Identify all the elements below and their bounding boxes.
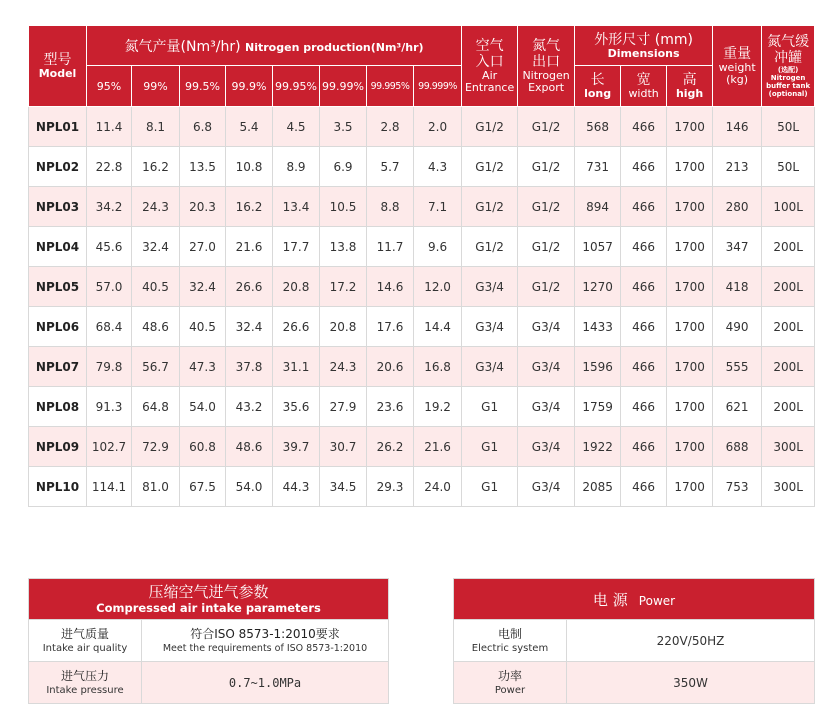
production-cell: 4.5 [273, 107, 320, 147]
nitrogen-export-header: 氮气出口 Nitrogen Export [518, 26, 575, 107]
production-cell: 13.4 [273, 187, 320, 227]
production-cell: 24.0 [414, 467, 462, 507]
long-cell: 568 [575, 107, 621, 147]
production-cell: 48.6 [132, 307, 180, 347]
weight-cell: 555 [713, 347, 762, 387]
weight-cell: 146 [713, 107, 762, 147]
production-cell: 23.6 [367, 387, 414, 427]
weight-cell: 347 [713, 227, 762, 267]
production-cell: 20.8 [320, 307, 367, 347]
high-cell: 1700 [667, 147, 713, 187]
tank-cell: 100L [762, 187, 815, 227]
long-cell: 1759 [575, 387, 621, 427]
high-cell: 1700 [667, 467, 713, 507]
tank-cell: 300L [762, 467, 815, 507]
width-cell: 466 [621, 227, 667, 267]
production-cell: 54.0 [226, 467, 273, 507]
air-entrance-cell: G1 [462, 427, 518, 467]
tank-cell: 300L [762, 427, 815, 467]
high-cell: 1700 [667, 267, 713, 307]
production-cell: 14.6 [367, 267, 414, 307]
production-cell: 68.4 [87, 307, 132, 347]
nitrogen-export-cell: G1/2 [518, 187, 575, 227]
production-cell: 6.9 [320, 147, 367, 187]
spec-table [28, 25, 815, 507]
nitrogen-export-cell: G3/4 [518, 427, 575, 467]
production-cell: 72.9 [132, 427, 180, 467]
production-cell: 37.8 [226, 347, 273, 387]
production-cell: 81.0 [132, 467, 180, 507]
tank-cell: 200L [762, 347, 815, 387]
purity-99-9: 99.9% [226, 66, 273, 107]
long-cell: 1596 [575, 347, 621, 387]
production-cell: 14.4 [414, 307, 462, 347]
model-cell: NPL03 [29, 187, 87, 227]
weight-header: 重量 weight (kg) [713, 26, 762, 107]
air-entrance-cell: G3/4 [462, 307, 518, 347]
nitrogen-export-cell: G1/2 [518, 107, 575, 147]
production-cell: 27.0 [180, 227, 226, 267]
purity-99-99: 99.99% [320, 66, 367, 107]
long-header: 长 long [575, 66, 621, 107]
production-cell: 4.3 [414, 147, 462, 187]
width-header: 宽 width [621, 66, 667, 107]
production-cell: 40.5 [180, 307, 226, 347]
power-title: 电 源 Power [454, 579, 815, 620]
long-cell: 731 [575, 147, 621, 187]
table-row [29, 147, 815, 187]
electric-system-label: 电制 Electric system [454, 620, 567, 662]
production-cell: 21.6 [226, 227, 273, 267]
production-cell: 5.4 [226, 107, 273, 147]
purity-95: 95% [87, 66, 132, 107]
intake-quality-value: 符合ISO 8573-1:2010要求 Meet the requirements of ISO 8573-1:2010 [142, 620, 389, 662]
table-row [29, 227, 815, 267]
production-cell: 16.2 [226, 187, 273, 227]
production-cell: 7.1 [414, 187, 462, 227]
production-cell: 17.6 [367, 307, 414, 347]
production-cell: 102.7 [87, 427, 132, 467]
production-cell: 11.4 [87, 107, 132, 147]
table-row [29, 347, 815, 387]
production-cell: 3.5 [320, 107, 367, 147]
production-cell: 11.7 [367, 227, 414, 267]
production-cell: 24.3 [320, 347, 367, 387]
high-cell: 1700 [667, 187, 713, 227]
air-entrance-cell: G3/4 [462, 267, 518, 307]
production-cell: 44.3 [273, 467, 320, 507]
model-cell: NPL06 [29, 307, 87, 347]
table-row [29, 107, 815, 147]
weight-cell: 418 [713, 267, 762, 307]
production-cell: 56.7 [132, 347, 180, 387]
tank-cell: 50L [762, 107, 815, 147]
production-cell: 26.6 [273, 307, 320, 347]
production-cell: 16.2 [132, 147, 180, 187]
production-cell: 2.0 [414, 107, 462, 147]
production-cell: 45.6 [87, 227, 132, 267]
production-cell: 60.8 [180, 427, 226, 467]
production-cell: 30.7 [320, 427, 367, 467]
weight-cell: 490 [713, 307, 762, 347]
high-cell: 1700 [667, 307, 713, 347]
width-cell: 466 [621, 387, 667, 427]
intake-pressure-label: 进气压力 Intake pressure [29, 662, 142, 704]
production-cell: 31.1 [273, 347, 320, 387]
weight-cell: 688 [713, 427, 762, 467]
air-entrance-cell: G1/2 [462, 227, 518, 267]
intake-quality-label: 进气质量 Intake air quality [29, 620, 142, 662]
production-cell: 64.8 [132, 387, 180, 427]
production-cell: 20.3 [180, 187, 226, 227]
production-cell: 8.8 [367, 187, 414, 227]
production-cell: 22.8 [87, 147, 132, 187]
production-cell: 79.8 [87, 347, 132, 387]
table-row [29, 467, 815, 507]
long-cell: 1057 [575, 227, 621, 267]
production-cell: 32.4 [132, 227, 180, 267]
purity-99-995: 99.995% [367, 66, 414, 107]
high-header: 高 high [667, 66, 713, 107]
high-cell: 1700 [667, 107, 713, 147]
production-cell: 13.8 [320, 227, 367, 267]
weight-cell: 621 [713, 387, 762, 427]
nitrogen-export-cell: G3/4 [518, 467, 575, 507]
production-cell: 8.9 [273, 147, 320, 187]
production-cell: 48.6 [226, 427, 273, 467]
air-entrance-cell: G1/2 [462, 187, 518, 227]
width-cell: 466 [621, 467, 667, 507]
width-cell: 466 [621, 347, 667, 387]
tank-cell: 50L [762, 147, 815, 187]
purity-99-999: 99.999% [414, 66, 462, 107]
electric-system-value: 220V/50HZ [567, 620, 815, 662]
production-cell: 21.6 [414, 427, 462, 467]
long-cell: 1433 [575, 307, 621, 347]
model-cell: NPL04 [29, 227, 87, 267]
production-cell: 43.2 [226, 387, 273, 427]
production-cell: 8.1 [132, 107, 180, 147]
weight-cell: 280 [713, 187, 762, 227]
model-cell: NPL09 [29, 427, 87, 467]
high-cell: 1700 [667, 387, 713, 427]
production-cell: 32.4 [180, 267, 226, 307]
production-cell: 10.8 [226, 147, 273, 187]
air-intake-table [28, 578, 389, 704]
width-cell: 466 [621, 267, 667, 307]
model-cell: NPL02 [29, 147, 87, 187]
long-cell: 894 [575, 187, 621, 227]
production-cell: 10.5 [320, 187, 367, 227]
tank-cell: 200L [762, 307, 815, 347]
width-cell: 466 [621, 427, 667, 467]
width-cell: 466 [621, 107, 667, 147]
width-cell: 466 [621, 307, 667, 347]
model-cell: NPL07 [29, 347, 87, 387]
nitrogen-export-cell: G1/2 [518, 227, 575, 267]
tank-cell: 200L [762, 267, 815, 307]
production-cell: 26.6 [226, 267, 273, 307]
intake-pressure-value: 0.7~1.0MPa [142, 662, 389, 704]
tank-cell: 200L [762, 227, 815, 267]
air-entrance-cell: G1 [462, 387, 518, 427]
table-row [29, 427, 815, 467]
nitrogen-export-cell: G3/4 [518, 347, 575, 387]
long-cell: 1270 [575, 267, 621, 307]
model-cell: NPL10 [29, 467, 87, 507]
model-header: 型号 Model [29, 26, 87, 107]
production-cell: 20.6 [367, 347, 414, 387]
high-cell: 1700 [667, 347, 713, 387]
nitrogen-export-cell: G1/2 [518, 267, 575, 307]
weight-cell: 753 [713, 467, 762, 507]
table-row [29, 187, 815, 227]
production-cell: 6.8 [180, 107, 226, 147]
weight-cell: 213 [713, 147, 762, 187]
dimensions-header: 外形尺寸 (mm) Dimensions [575, 26, 713, 66]
air-entrance-header: 空气入口 Air Entrance [462, 26, 518, 107]
production-cell: 32.4 [226, 307, 273, 347]
purity-99-95: 99.95% [273, 66, 320, 107]
model-cell: NPL01 [29, 107, 87, 147]
production-cell: 39.7 [273, 427, 320, 467]
production-cell: 57.0 [87, 267, 132, 307]
production-cell: 12.0 [414, 267, 462, 307]
production-cell: 17.7 [273, 227, 320, 267]
air-intake-title: 压缩空气进气参数 Compressed air intake parameters [29, 579, 389, 620]
production-cell: 54.0 [180, 387, 226, 427]
air-entrance-cell: G1/2 [462, 107, 518, 147]
power-table [453, 578, 815, 704]
model-cell: NPL08 [29, 387, 87, 427]
production-cell: 114.1 [87, 467, 132, 507]
production-cell: 47.3 [180, 347, 226, 387]
nitrogen-export-cell: G3/4 [518, 387, 575, 427]
production-cell: 17.2 [320, 267, 367, 307]
production-cell: 40.5 [132, 267, 180, 307]
power-label: 功率 Power [454, 662, 567, 704]
width-cell: 466 [621, 147, 667, 187]
long-cell: 1922 [575, 427, 621, 467]
air-entrance-cell: G3/4 [462, 347, 518, 387]
air-entrance-cell: G1/2 [462, 147, 518, 187]
production-cell: 9.6 [414, 227, 462, 267]
table-row [29, 307, 815, 347]
production-cell: 20.8 [273, 267, 320, 307]
production-cell: 16.8 [414, 347, 462, 387]
purity-99-5: 99.5% [180, 66, 226, 107]
tank-cell: 200L [762, 387, 815, 427]
production-cell: 35.6 [273, 387, 320, 427]
production-cell: 91.3 [87, 387, 132, 427]
table-row [29, 267, 815, 307]
purity-99: 99% [132, 66, 180, 107]
production-cell: 13.5 [180, 147, 226, 187]
high-cell: 1700 [667, 227, 713, 267]
production-cell: 2.8 [367, 107, 414, 147]
model-cell: NPL05 [29, 267, 87, 307]
air-entrance-cell: G1 [462, 467, 518, 507]
power-value: 350W [567, 662, 815, 704]
production-cell: 5.7 [367, 147, 414, 187]
nitrogen-export-cell: G1/2 [518, 147, 575, 187]
production-cell: 67.5 [180, 467, 226, 507]
production-cell: 27.9 [320, 387, 367, 427]
production-header: 氮气产量(Nm³/hr) Nitrogen production(Nm³/hr) [87, 26, 462, 66]
production-cell: 34.2 [87, 187, 132, 227]
production-cell: 29.3 [367, 467, 414, 507]
nitrogen-export-cell: G3/4 [518, 307, 575, 347]
table-row [29, 387, 815, 427]
production-cell: 24.3 [132, 187, 180, 227]
width-cell: 466 [621, 187, 667, 227]
high-cell: 1700 [667, 427, 713, 467]
production-cell: 19.2 [414, 387, 462, 427]
production-cell: 26.2 [367, 427, 414, 467]
buffer-tank-header: 氮气缓冲罐 (选配) Nitrogen buffer tank (optional) [762, 26, 815, 107]
long-cell: 2085 [575, 467, 621, 507]
production-cell: 34.5 [320, 467, 367, 507]
